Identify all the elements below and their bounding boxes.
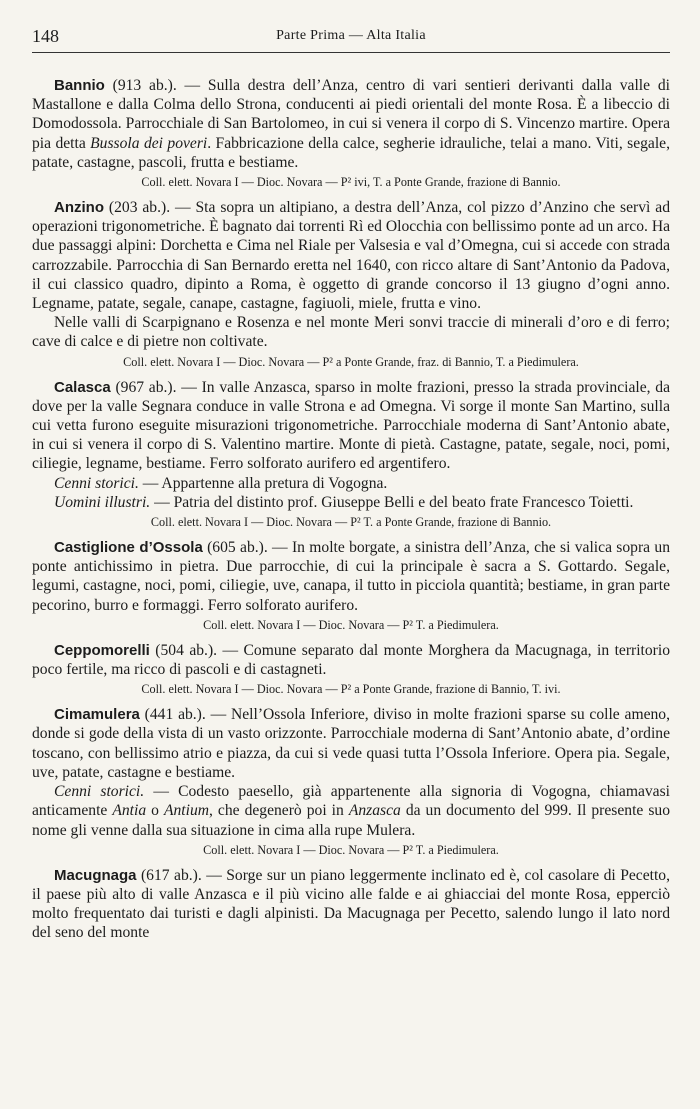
section-label: Uomini illustri. [54, 493, 151, 511]
entry-headword: Cimamulera [54, 706, 140, 724]
entry-text: (504 ab.). — Comune separato dal monte Morghera da Macugnaga, in territorio poco fertile, ma ricco di pascoli e di castagneti. [32, 641, 670, 679]
entry-cimamulera-history [32, 782, 670, 840]
entry-italic-text: Antia [112, 802, 147, 820]
entry-text: da un documento del 999. Il presente suo nome gli venne dalla sua situazione in cima alla rupe Mulera. [32, 802, 670, 839]
entry-bannio-paragraph [32, 76, 670, 172]
entry-macugnaga-paragraph [32, 866, 670, 943]
entry-ceppomorelli-admin-line: Coll. elett. Novara I — Dioc. Novara — P² a Ponte Grande, frazione di Bannio, T. ivi. [141, 682, 561, 697]
entry-text: (441 ab.). — Nell’Ossola Inferiore, diviso in molte frazioni sparse su colle ameno, donde si gode della vista di un vasto orizzonte. Parrocchiale moderna di Sant’Antonio abate, d’ordine toscano, con bellissimo atrio e piazza, da cui si vede quasi tutta l’Ossola Inferiore. Opera pia. Segale, uve, patate, castagne e bestiame. [32, 706, 670, 781]
entry-headword: Calasca [54, 378, 111, 396]
entry-text: (617 ab.). — Sorge sur un piano leggermente inclinato ed è, col casolare di Pecetto, il paese più alto di valle Anzasca e il più vicino alle falde e ai ghiacciai del monte Rosa, epperciò molto frequentato dai turisti e dagli alpinisti. Da Macugnaga per Pecetto, salendo lungo il lato nord del seno del monte [32, 866, 670, 942]
section-label: Cenni storici. [54, 474, 139, 492]
entry-anzino-paragraph-2 [32, 313, 670, 351]
entry-calasca-people [32, 493, 670, 512]
entry-text: — Codesto paesello, già appartenente alla signoria di Vogogna, chiamavasi anticamente [32, 783, 670, 820]
entry-cimamulera-paragraph [32, 705, 670, 782]
entry-cimamulera-admin-line: Coll. elett. Novara I — Dioc. Novara — P² T. a Piedimulera. [203, 842, 499, 857]
entry-italic-text: Bussola dei poveri [90, 134, 208, 152]
entry-castiglione-paragraph [32, 538, 670, 615]
entry-bannio-admin-line: Coll. elett. Novara I — Dioc. Novara — P² ivi, T. a Ponte Grande, frazione di Bannio. [141, 175, 561, 190]
entry-text: . Fabbricazione della calce, segherie idrauliche, telai a mano. Viti, segale, patate, castagne, pascoli, frutta e bestiame. [32, 134, 670, 171]
section-label: Cenni storici. [54, 783, 145, 801]
entry-text: , che degenerò poi in [209, 802, 349, 820]
entry-anzino-paragraph [32, 198, 670, 313]
entry-calasca-admin-line: Coll. elett. Novara I — Dioc. Novara — P² T. a Ponte Grande, frazione di Bannio. [150, 515, 552, 530]
entry-anzino-admin-line: Coll. elett. Novara I — Dioc. Novara — P² a Ponte Grande, fraz. di Bannio, T. a Piedimulera. [123, 354, 579, 369]
entry-headword: Macugnaga [54, 866, 137, 884]
entry-text: (967 ab.). — In valle Anzasca, sparso in molte frazioni, presso la strada provinciale, da dove per la valle Segnara conduce in valle Strona e ad Omegna. Vi sorge il monte San Martino, sulla cui vetta furono eseguite misurazioni trigonometriche. Parrocchiale moderna di Sant’Antonio abate, in cui si venera il corpo di S. Valentino martire. Monte di pietà. Castagne, patate, segale, noci, pomi, ciliegie, legname, bestiame. Ferro solforato aurifero ed argentifero. [32, 378, 670, 473]
entry-headword: Ceppomorelli [54, 641, 150, 659]
entry-text: — Patria del distinto prof. Giuseppe Belli e del beato frate Francesco Toietti. [150, 493, 634, 511]
page-body [32, 76, 670, 943]
running-header [32, 24, 670, 53]
entry-text: — Appartenne alla pretura di Vogogna. [138, 474, 388, 492]
entry-calasca-history [32, 474, 670, 493]
entry-text: o [146, 802, 164, 820]
entry-italic-text: Antium [163, 802, 210, 820]
entry-calasca-paragraph [32, 378, 670, 474]
entry-text: (605 ab.). — In molte borgate, a sinistra dell’Anza, che si valica sopra un ponte antichissimo in pietra. Due parrocchie, di cui la principale è sacra a S. Gottardo. Segale, legumi, castagne, noci, pomi, ciliegie, uve, canapa, il tutto in picciola quantità; bestiame, in gran parte pecorino, burro e formaggi. Ferro solforato aurifero. [32, 539, 670, 614]
entry-castiglione-admin-line: Coll. elett. Novara I — Dioc. Novara — P² T. a Piedimulera. [203, 617, 499, 632]
entry-headword: Bannio [54, 77, 105, 94]
entry-text: Nelle valli di Scarpignano e Rosenza e nel monte Meri sonvi traccie di minerali d’oro e di ferro; cave di calce e di pietre non coltivate. [32, 314, 670, 351]
entry-italic-text: Anzasca [348, 802, 401, 820]
page-number: 148 [32, 26, 59, 46]
entry-text: (203 ab.). — Sta sopra un altipiano, a destra dell’Anza, col pizzo d’Anzino che servì ad operazioni trigonometriche. È bagnato dai torrenti Rì ed Olocchia con bellissimo ponte ad un arco. Ha due passaggi alpini: Dorchetta e Cima nel Riale per Valsesia e val d’Omegna, cui si accede con strada carrozzabile. Parrocchia di San Bernardo eretta nel 1640, con ricco altare di Sant’Antonio da Padova, il cui classico quadro, dipinto a Roma, è oggetto di grande concorso il 13 giugno d’ogni anno. Legname, patate, segale, canape, castagne, fagiuoli, miele, frutta e vino. [32, 199, 670, 313]
entry-ceppomorelli-paragraph [32, 641, 670, 679]
entry-headword: Anzino [54, 199, 104, 217]
entry-headword: Castiglione d’Ossola [54, 539, 203, 557]
entry-text: (913 ab.). — Sulla destra dell’Anza, centro di vari sentieri derivanti dalla valle di Mastallone e dalla Colma dello Strona, conducenti ai piedi orientali del monte Rosa. È a libeccio di Domodossola. Parrocchiale di San Bartolomeo, in cui si venera il corpo di S. Vincenzo martire. Opera pia detta [32, 77, 670, 152]
running-title: Parte Prima — Alta Italia [276, 28, 426, 43]
